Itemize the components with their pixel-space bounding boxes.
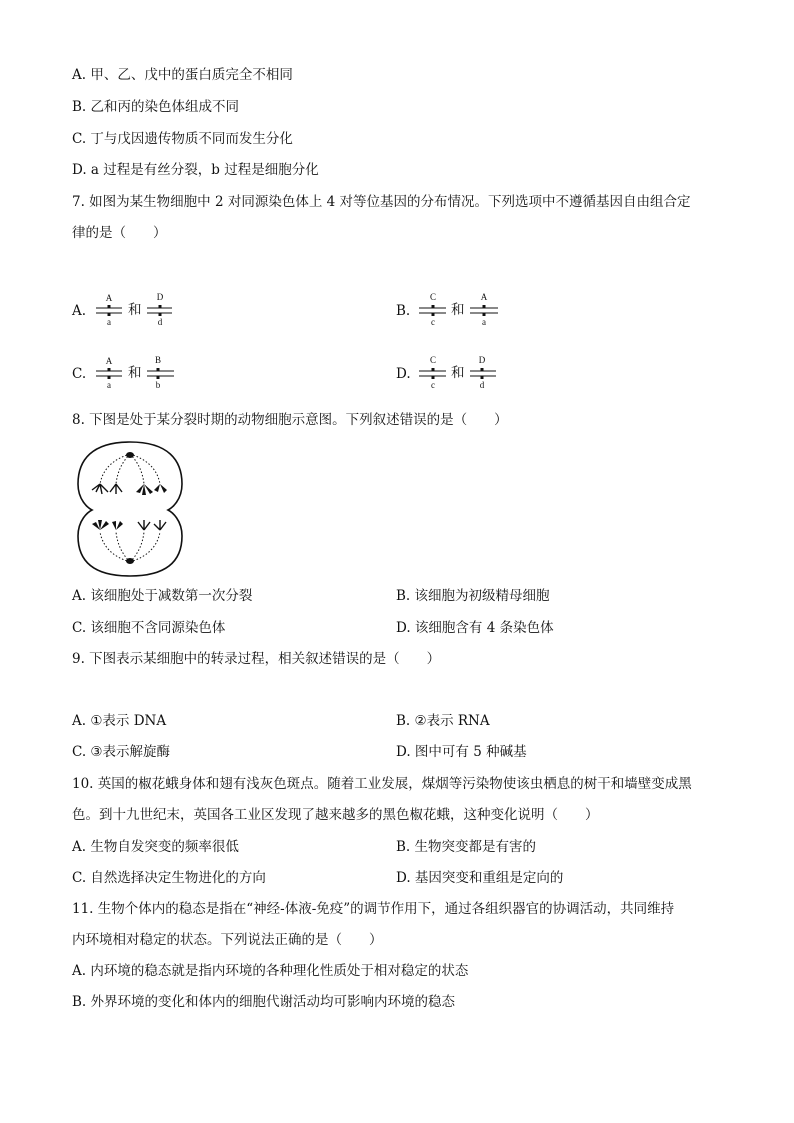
q10-stem-line2: 色。到十九世纪末，英国各工业区发现了越来越多的黑色椒花蛾，这种变化说明（ ） xyxy=(72,807,599,823)
q9-option-c: C. ③表示解旋酶 xyxy=(72,744,171,760)
q7-option-letter: A. xyxy=(72,303,87,319)
q6-option-b: B. 乙和丙的染色体组成不同 xyxy=(72,99,240,115)
he-label: 和 xyxy=(128,365,142,380)
q9-option-d: D. 图中可有 5 种碱基 xyxy=(396,744,527,760)
q7-option-d xyxy=(396,355,516,395)
q8-option-d: D. 该细胞含有 4 条染色体 xyxy=(396,620,554,636)
q7-stem-line2: 律的是（ ） xyxy=(72,225,167,241)
q9-option-a: A. ①表示 DNA xyxy=(72,713,167,729)
q7-option-b xyxy=(396,292,516,332)
he-label: 和 xyxy=(451,302,465,317)
q7-option-c xyxy=(72,355,192,395)
q8-stem: 8. 下图是处于某分裂时期的动物细胞示意图。下列叙述错误的是（ ） xyxy=(72,412,508,428)
gene-label: C xyxy=(429,292,437,302)
q8-option-a: A. 该细胞处于减数第一次分裂 xyxy=(72,588,253,604)
chromosome-pair-figure xyxy=(72,355,192,395)
gene-label: a xyxy=(482,317,486,327)
q7-option-letter: C. xyxy=(72,366,87,382)
gene-label: A xyxy=(480,292,488,302)
q8-option-c: C. 该细胞不含同源染色体 xyxy=(72,620,226,636)
chromosome-pair-figure xyxy=(396,292,516,332)
q10-option-a: A. 生物自发突变的频率很低 xyxy=(72,839,239,855)
q6-option-c: C. 丁与戊因遗传物质不同而发生分化 xyxy=(72,131,293,147)
q6-option-a: A. 甲、乙、戊中的蛋白质完全不相同 xyxy=(72,67,293,83)
q10-option-b: B. 生物突变都是有害的 xyxy=(396,839,537,855)
q11-stem-line1: 11. 生物个体内的稳态是指在“神经-体液-免疫”的调节作用下，通过各组织器官的协调活动，共同维持 xyxy=(72,901,675,917)
q7-option-letter: B. xyxy=(396,303,411,319)
q10-option-d: D. 基因突变和重组是定向的 xyxy=(396,870,564,886)
he-label: 和 xyxy=(451,365,465,380)
gene-label: b xyxy=(155,380,161,390)
gene-label: D xyxy=(478,355,486,365)
gene-label: c xyxy=(431,317,435,327)
q7-option-letter: D. xyxy=(396,366,411,382)
q11-option-b: B. 外界环境的变化和体内的细胞代谢活动均可影响内环境的稳态 xyxy=(72,994,456,1010)
he-label: 和 xyxy=(128,302,142,317)
gene-label: d xyxy=(157,317,163,327)
dividing-cell-diagram xyxy=(74,438,186,580)
chromosome-pair-figure xyxy=(72,292,192,332)
gene-label: d xyxy=(479,380,485,390)
q8-option-b: B. 该细胞为初级精母细胞 xyxy=(396,588,550,604)
gene-label: a xyxy=(107,317,111,327)
q11-stem-line2: 内环境相对稳定的状态。下列说法正确的是（ ） xyxy=(72,932,383,948)
gene-label: a xyxy=(107,380,111,390)
gene-label: B xyxy=(154,355,162,365)
q10-option-c: C. 自然选择决定生物进化的方向 xyxy=(72,870,266,886)
chromosome-pair-figure xyxy=(396,355,516,395)
q9-stem: 9. 下图表示某细胞中的转录过程，相关叙述错误的是（ ） xyxy=(72,651,441,667)
q7-option-a xyxy=(72,292,192,332)
q10-stem-line1: 10. 英国的椒花蛾身体和翅有浅灰色斑点。随着工业发展，煤烟等污染物使该虫栖息的树干和墙壁变成黑 xyxy=(72,776,692,792)
gene-label: A xyxy=(105,293,113,303)
q9-option-b: B. ②表示 RNA xyxy=(396,713,490,729)
q7-stem-line1: 7. 如图为某生物细胞中 2 对同源染色体上 4 对等位基因的分布情况。下列选项中不遵循基因自由组合定 xyxy=(72,194,691,210)
gene-label: C xyxy=(429,355,437,365)
gene-label: c xyxy=(431,380,435,390)
q6-option-d: D. a 过程是有丝分裂，b 过程是细胞分化 xyxy=(72,162,319,178)
gene-label: D xyxy=(156,292,164,302)
gene-label: A xyxy=(105,356,113,366)
q11-option-a: A. 内环境的稳态就是指内环境的各种理化性质处于相对稳定的状态 xyxy=(72,963,469,979)
